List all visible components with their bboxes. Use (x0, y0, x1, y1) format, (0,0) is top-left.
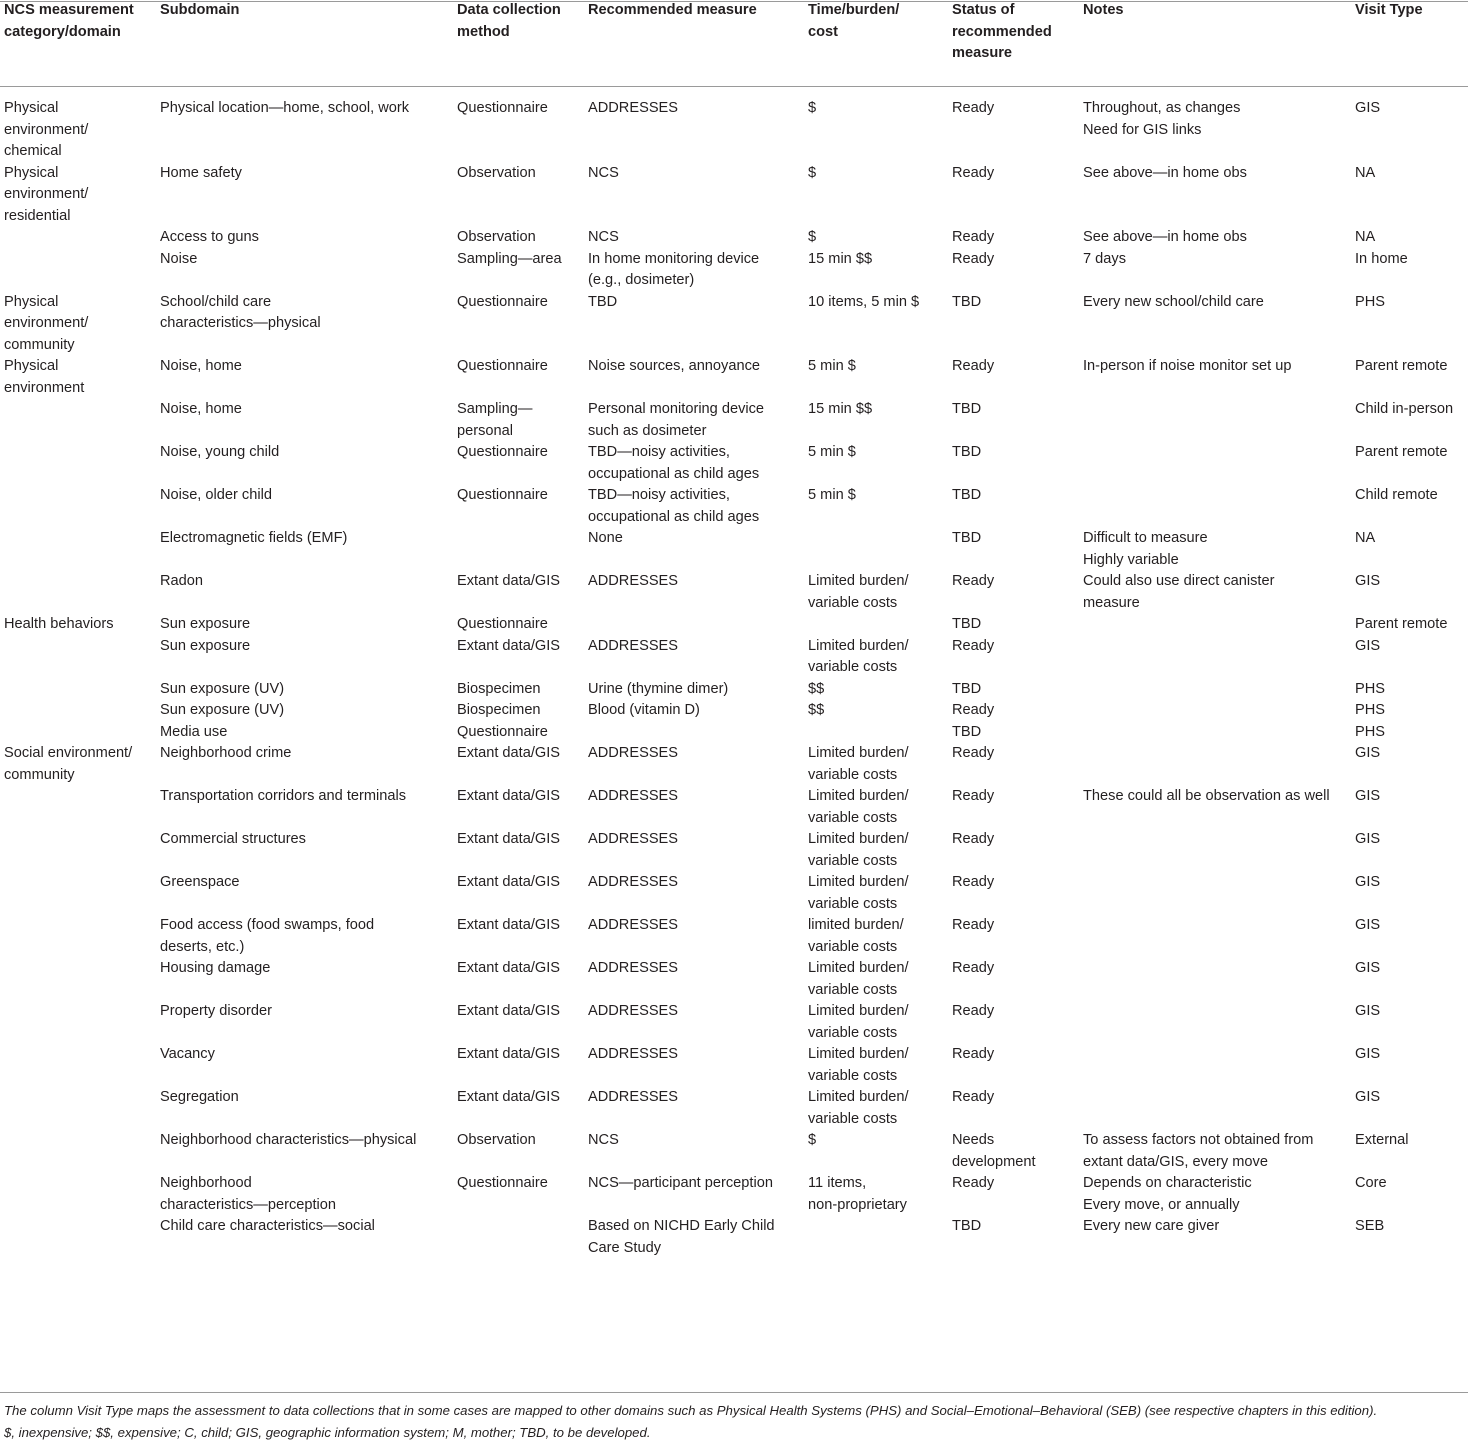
cell-cost: 5 min $ (804, 356, 948, 399)
cell-status: TBD (948, 679, 1079, 701)
cell-visit-type: GIS (1351, 915, 1468, 958)
table-row (0, 1087, 1468, 1130)
table-row (0, 485, 1468, 528)
cell-status: TBD (948, 442, 1079, 485)
cell-visit-type: Core (1351, 1173, 1468, 1216)
cell-status: Ready (948, 958, 1079, 1001)
cell-domain (0, 829, 156, 872)
cell-cost: Limited burden/ variable costs (804, 1001, 948, 1044)
cell-status: Ready (948, 571, 1079, 614)
cell-cost: 5 min $ (804, 442, 948, 485)
cell-subdomain: Child care characteristics—social (156, 1216, 453, 1259)
cell-visit-type: GIS (1351, 636, 1468, 679)
cell-measure: ADDRESSES (584, 86, 804, 163)
cell-cost: Limited burden/ variable costs (804, 571, 948, 614)
cell-domain (0, 958, 156, 1001)
cell-notes (1079, 399, 1351, 442)
cell-cost: $$ (804, 679, 948, 701)
cell-visit-type: GIS (1351, 786, 1468, 829)
table-row (0, 1044, 1468, 1087)
header-notes: Notes (1079, 0, 1351, 86)
cell-method: Extant data/GIS (453, 743, 584, 786)
table-row (0, 442, 1468, 485)
cell-visit-type: In home (1351, 249, 1468, 292)
table-row (0, 743, 1468, 786)
cell-notes (1079, 1087, 1351, 1130)
cell-subdomain: Access to guns (156, 227, 453, 249)
cell-domain (0, 1173, 156, 1216)
cell-domain: Health behaviors (0, 614, 156, 636)
cell-subdomain: Commercial structures (156, 829, 453, 872)
cell-status: Ready (948, 1087, 1079, 1130)
cell-domain (0, 915, 156, 958)
cell-visit-type: SEB (1351, 1216, 1468, 1259)
cell-subdomain: Noise, young child (156, 442, 453, 485)
cell-measure: Based on NICHD Early Child Care Study (584, 1216, 804, 1259)
cell-domain (0, 1001, 156, 1044)
cell-measure: NCS—participant perception (584, 1173, 804, 1216)
cell-measure: Personal monitoring device such as dosimeter (584, 399, 804, 442)
cell-measure: None (584, 528, 804, 571)
table-row (0, 700, 1468, 722)
cell-subdomain: Radon (156, 571, 453, 614)
cell-visit-type: GIS (1351, 1001, 1468, 1044)
cell-visit-type: GIS (1351, 1044, 1468, 1087)
table-row (0, 872, 1468, 915)
table-row (0, 1216, 1468, 1259)
table-row (0, 1173, 1468, 1216)
cell-domain (0, 571, 156, 614)
cell-cost: 5 min $ (804, 485, 948, 528)
cell-subdomain: Segregation (156, 1087, 453, 1130)
table-row (0, 614, 1468, 636)
cell-measure (584, 722, 804, 744)
table-row (0, 679, 1468, 701)
cell-cost: $ (804, 86, 948, 163)
cell-cost: Limited burden/ variable costs (804, 1087, 948, 1130)
cell-domain: Social environment/ community (0, 743, 156, 786)
cell-cost: 15 min $$ (804, 399, 948, 442)
cell-measure: ADDRESSES (584, 636, 804, 679)
cell-notes: 7 days (1079, 249, 1351, 292)
cell-notes (1079, 1001, 1351, 1044)
table-row (0, 292, 1468, 357)
cell-notes (1079, 700, 1351, 722)
table-row (0, 528, 1468, 571)
cell-notes (1079, 679, 1351, 701)
cell-visit-type: NA (1351, 227, 1468, 249)
cell-visit-type: GIS (1351, 743, 1468, 786)
cell-visit-type: GIS (1351, 1087, 1468, 1130)
cell-visit-type: GIS (1351, 571, 1468, 614)
table-row (0, 958, 1468, 1001)
table-row (0, 1001, 1468, 1044)
cell-visit-type: Parent remote (1351, 614, 1468, 636)
cell-domain (0, 872, 156, 915)
cell-notes (1079, 722, 1351, 744)
cell-method: Observation (453, 227, 584, 249)
cell-visit-type: NA (1351, 528, 1468, 571)
cell-subdomain: Home safety (156, 163, 453, 228)
table-row (0, 356, 1468, 399)
cell-domain (0, 249, 156, 292)
cell-measure: TBD—noisy activities, occupational as child ages (584, 485, 804, 528)
cell-domain (0, 1130, 156, 1173)
cell-domain (0, 528, 156, 571)
cell-domain (0, 679, 156, 701)
table-body (0, 86, 1468, 1259)
cell-method (453, 528, 584, 571)
cell-method: Biospecimen (453, 679, 584, 701)
cell-domain (0, 1216, 156, 1259)
cell-method: Questionnaire (453, 442, 584, 485)
cell-subdomain: School/child care characteristics—physical (156, 292, 453, 357)
cell-status: TBD (948, 292, 1079, 357)
cell-status: Ready (948, 915, 1079, 958)
cell-method: Biospecimen (453, 700, 584, 722)
table-row (0, 636, 1468, 679)
cell-visit-type: PHS (1351, 700, 1468, 722)
cell-method: Extant data/GIS (453, 1001, 584, 1044)
cell-notes: Every new care giver (1079, 1216, 1351, 1259)
cell-measure: ADDRESSES (584, 915, 804, 958)
table-row (0, 722, 1468, 744)
cell-method: Questionnaire (453, 292, 584, 357)
cell-status: Ready (948, 1173, 1079, 1216)
cell-notes (1079, 636, 1351, 679)
cell-domain (0, 1087, 156, 1130)
cell-domain: Physical environment/ chemical (0, 86, 156, 163)
header-cost: Time/burden/ cost (804, 0, 948, 86)
table-footnote (4, 1400, 1468, 1443)
cell-notes: Difficult to measure Highly variable (1079, 528, 1351, 571)
cell-cost: 10 items, 5 min $ (804, 292, 948, 357)
cell-cost: $ (804, 1130, 948, 1173)
cell-measure: Urine (thymine dimer) (584, 679, 804, 701)
cell-cost: Limited burden/ variable costs (804, 743, 948, 786)
cell-method: Questionnaire (453, 356, 584, 399)
table-row (0, 1130, 1468, 1173)
cell-visit-type: Parent remote (1351, 356, 1468, 399)
cell-status: Ready (948, 227, 1079, 249)
cell-measure: Noise sources, annoyance (584, 356, 804, 399)
cell-domain: Physical environment/ residential (0, 163, 156, 228)
cell-notes: Every new school/child care (1079, 292, 1351, 357)
cell-subdomain: Neighborhood crime (156, 743, 453, 786)
cell-cost: Limited burden/ variable costs (804, 829, 948, 872)
cell-measure: TBD—noisy activities, occupational as child ages (584, 442, 804, 485)
cell-notes (1079, 829, 1351, 872)
cell-cost: limited burden/ variable costs (804, 915, 948, 958)
cell-domain (0, 442, 156, 485)
cell-status: Ready (948, 743, 1079, 786)
cell-method: Extant data/GIS (453, 1044, 584, 1087)
cell-domain (0, 485, 156, 528)
cell-method: Extant data/GIS (453, 1087, 584, 1130)
cell-method: Extant data/GIS (453, 958, 584, 1001)
table-row (0, 163, 1468, 228)
cell-method: Extant data/GIS (453, 571, 584, 614)
cell-measure: ADDRESSES (584, 743, 804, 786)
cell-status: TBD (948, 722, 1079, 744)
cell-notes: Depends on characteristic Every move, or annually (1079, 1173, 1351, 1216)
table-row (0, 786, 1468, 829)
cell-notes (1079, 614, 1351, 636)
header-subdomain: Subdomain (156, 0, 453, 86)
cell-domain: Physical environment/ community (0, 292, 156, 357)
cell-method: Questionnaire (453, 1173, 584, 1216)
table-row (0, 571, 1468, 614)
cell-domain (0, 636, 156, 679)
cell-visit-type: GIS (1351, 829, 1468, 872)
cell-notes (1079, 915, 1351, 958)
cell-measure: ADDRESSES (584, 829, 804, 872)
cell-measure: TBD (584, 292, 804, 357)
cell-cost: 11 items, non-proprietary (804, 1173, 948, 1216)
cell-notes: Throughout, as changes Need for GIS links (1079, 86, 1351, 163)
cell-visit-type: Child remote (1351, 485, 1468, 528)
cell-subdomain: Physical location—home, school, work (156, 86, 453, 163)
cell-notes (1079, 1044, 1351, 1087)
cell-measure: NCS (584, 163, 804, 228)
cell-notes (1079, 872, 1351, 915)
cell-measure: ADDRESSES (584, 872, 804, 915)
footnote-abbreviations: $, inexpensive; $$, expensive; C, child; GIS, geographic information system; M, mother; TBD, to be developed. (4, 1422, 1468, 1443)
cell-visit-type: GIS (1351, 958, 1468, 1001)
cell-subdomain: Sun exposure (156, 636, 453, 679)
cell-subdomain: Sun exposure (UV) (156, 679, 453, 701)
cell-measure: NCS (584, 1130, 804, 1173)
cell-subdomain: Housing damage (156, 958, 453, 1001)
cell-method: Questionnaire (453, 722, 584, 744)
cell-status: Ready (948, 636, 1079, 679)
cell-cost: $ (804, 227, 948, 249)
cell-domain (0, 227, 156, 249)
table-row (0, 399, 1468, 442)
cell-measure: Blood (vitamin D) (584, 700, 804, 722)
cell-measure: ADDRESSES (584, 571, 804, 614)
cell-status: TBD (948, 399, 1079, 442)
cell-subdomain: Neighborhood characteristics—perception (156, 1173, 453, 1216)
cell-subdomain: Noise, home (156, 356, 453, 399)
cell-cost (804, 528, 948, 571)
cell-measure: ADDRESSES (584, 786, 804, 829)
cell-status: TBD (948, 1216, 1079, 1259)
header-method: Data collection method (453, 0, 584, 86)
cell-visit-type: Parent remote (1351, 442, 1468, 485)
cell-status: Ready (948, 249, 1079, 292)
cell-cost: Limited burden/ variable costs (804, 786, 948, 829)
cell-method: Observation (453, 163, 584, 228)
cell-status: Needs development (948, 1130, 1079, 1173)
cell-cost (804, 1216, 948, 1259)
cell-cost: $ (804, 163, 948, 228)
table-row (0, 86, 1468, 163)
cell-measure (584, 614, 804, 636)
cell-status: Ready (948, 786, 1079, 829)
cell-cost: $$ (804, 700, 948, 722)
cell-subdomain: Noise, older child (156, 485, 453, 528)
cell-method: Questionnaire (453, 614, 584, 636)
cell-status: TBD (948, 528, 1079, 571)
cell-notes: To assess factors not obtained from extant data/GIS, every move (1079, 1130, 1351, 1173)
cell-method (453, 1216, 584, 1259)
cell-visit-type: GIS (1351, 86, 1468, 163)
cell-visit-type: GIS (1351, 872, 1468, 915)
cell-subdomain: Neighborhood characteristics—physical (156, 1130, 453, 1173)
cell-method: Extant data/GIS (453, 636, 584, 679)
cell-subdomain: Electromagnetic fields (EMF) (156, 528, 453, 571)
cell-method: Extant data/GIS (453, 786, 584, 829)
cell-notes: See above—in home obs (1079, 163, 1351, 228)
cell-cost (804, 614, 948, 636)
cell-notes (1079, 958, 1351, 1001)
cell-cost: 15 min $$ (804, 249, 948, 292)
cell-visit-type: Child in-person (1351, 399, 1468, 442)
cell-visit-type: PHS (1351, 679, 1468, 701)
cell-subdomain: Vacancy (156, 1044, 453, 1087)
cell-notes: See above—in home obs (1079, 227, 1351, 249)
cell-visit-type: PHS (1351, 722, 1468, 744)
cell-status: Ready (948, 86, 1079, 163)
table-row (0, 249, 1468, 292)
cell-subdomain: Sun exposure (156, 614, 453, 636)
cell-measure: In home monitoring device (e.g., dosimeter) (584, 249, 804, 292)
footnote-visit-type: The column Visit Type maps the assessment to data collections that in some cases are mapped to other domains such as Physical Health Systems (PHS) and Social–Emotional–Behavioral (SEB) (see respective chapters in this edition). (4, 1400, 1468, 1422)
cell-notes (1079, 485, 1351, 528)
cell-status: TBD (948, 485, 1079, 528)
cell-domain (0, 786, 156, 829)
cell-status: Ready (948, 872, 1079, 915)
cell-subdomain: Transportation corridors and terminals (156, 786, 453, 829)
table-bottom-rule (0, 1392, 1468, 1393)
cell-status: TBD (948, 614, 1079, 636)
cell-method: Extant data/GIS (453, 829, 584, 872)
cell-domain (0, 1044, 156, 1087)
cell-domain (0, 722, 156, 744)
cell-method: Extant data/GIS (453, 915, 584, 958)
header-measure: Recommended measure (584, 0, 804, 86)
cell-subdomain: Noise, home (156, 399, 453, 442)
cell-visit-type: NA (1351, 163, 1468, 228)
cell-notes (1079, 743, 1351, 786)
cell-status: Ready (948, 1044, 1079, 1087)
cell-cost (804, 722, 948, 744)
table-row (0, 227, 1468, 249)
cell-method: Extant data/GIS (453, 872, 584, 915)
cell-cost: Limited burden/ variable costs (804, 636, 948, 679)
cell-measure: NCS (584, 227, 804, 249)
table-row (0, 915, 1468, 958)
cell-measure: ADDRESSES (584, 1001, 804, 1044)
cell-method: Observation (453, 1130, 584, 1173)
cell-method: Questionnaire (453, 86, 584, 163)
header-status: Status of recommended measure (948, 0, 1079, 86)
table-row (0, 829, 1468, 872)
cell-subdomain: Greenspace (156, 872, 453, 915)
cell-status: Ready (948, 163, 1079, 228)
header-domain: NCS measurement category/domain (0, 0, 156, 86)
cell-subdomain: Media use (156, 722, 453, 744)
cell-subdomain: Property disorder (156, 1001, 453, 1044)
cell-notes: In-person if noise monitor set up (1079, 356, 1351, 399)
cell-method: Sampling— personal (453, 399, 584, 442)
cell-subdomain: Food access (food swamps, food deserts, etc.) (156, 915, 453, 958)
cell-domain (0, 700, 156, 722)
cell-visit-type: External (1351, 1130, 1468, 1173)
cell-status: Ready (948, 700, 1079, 722)
cell-subdomain: Noise (156, 249, 453, 292)
cell-domain: Physical environment (0, 356, 156, 399)
cell-status: Ready (948, 1001, 1079, 1044)
cell-cost: Limited burden/ variable costs (804, 958, 948, 1001)
cell-cost: Limited burden/ variable costs (804, 872, 948, 915)
cell-measure: ADDRESSES (584, 958, 804, 1001)
cell-visit-type: PHS (1351, 292, 1468, 357)
cell-notes: Could also use direct canister measure (1079, 571, 1351, 614)
table-header-row (0, 0, 1468, 86)
cell-notes: These could all be observation as well (1079, 786, 1351, 829)
cell-method: Questionnaire (453, 485, 584, 528)
cell-cost: Limited burden/ variable costs (804, 1044, 948, 1087)
cell-status: Ready (948, 829, 1079, 872)
cell-measure: ADDRESSES (584, 1044, 804, 1087)
header-visit-type: Visit Type (1351, 0, 1468, 86)
cell-domain (0, 399, 156, 442)
cell-method: Sampling—area (453, 249, 584, 292)
cell-status: Ready (948, 356, 1079, 399)
cell-notes (1079, 442, 1351, 485)
cell-measure: ADDRESSES (584, 1087, 804, 1130)
cell-subdomain: Sun exposure (UV) (156, 700, 453, 722)
